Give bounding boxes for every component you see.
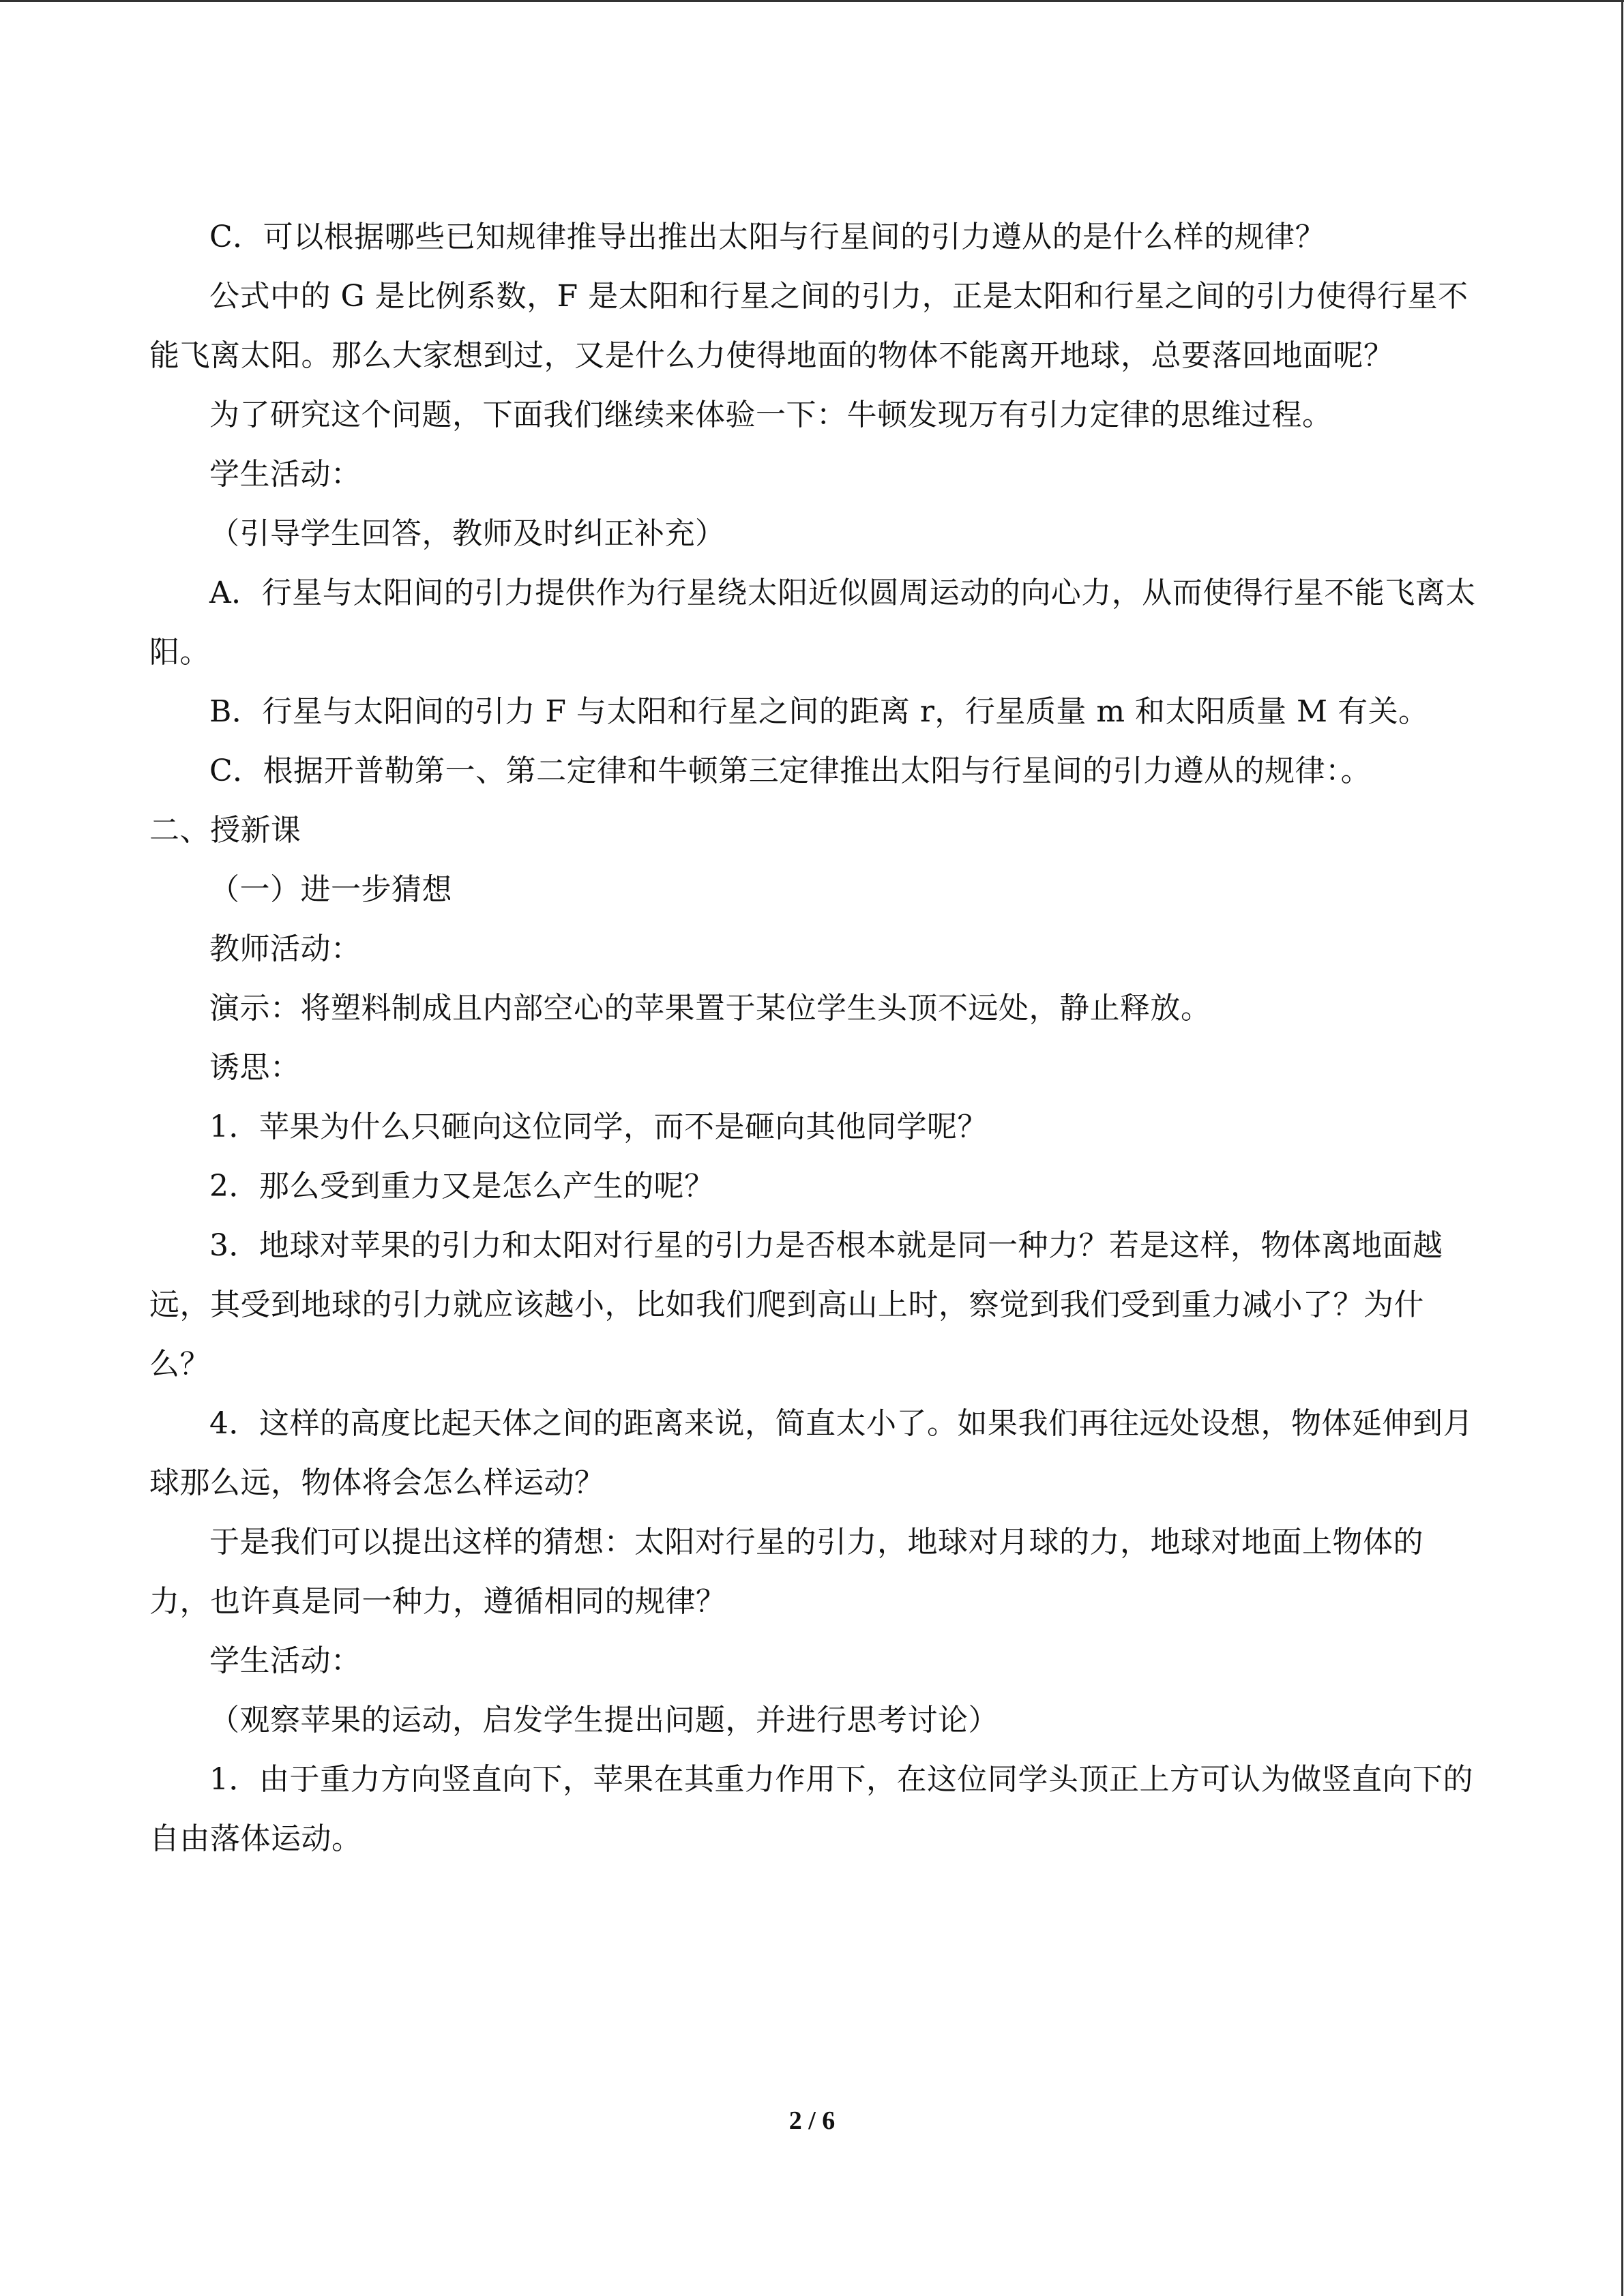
paragraph-question-2: 2．那么受到重力又是怎么产生的呢？	[209, 1169, 715, 1204]
paragraph-question-3: 3．地球对苹果的引力和太阳对行星的引力是否根本就是同一种力？若是这样，物体离地面越远，其受到地球的引力就应该越小，比如我们爬到高山上时，察觉到我们受到重力减小了？为什么？	[149, 1228, 1443, 1382]
page-top-border	[0, 0, 1624, 2]
document-body	[149, 207, 1476, 1868]
paragraph-teacher-activity-label: 教师活动：	[209, 931, 361, 966]
paragraph-question-1: 1．苹果为什么只砸向这位同学，而不是砸向其他同学呢？	[209, 1109, 988, 1144]
paragraph-answer-a: A．行星与太阳间的引力提供作为行星绕太阳近似圆周运动的向心力，从而使得行星不能飞离太阳。	[149, 576, 1476, 670]
paragraph-answer-c: C．根据开普勒第一、第二定律和牛顿第三定律推出太阳与行星间的引力遵从的规律：。	[209, 754, 1372, 788]
paragraph-observe-note: （观察苹果的运动，启发学生提出问题，并进行思考讨论）	[209, 1703, 999, 1738]
paragraph-answer-1: 1．由于重力方向竖直向下，苹果在其重力作用下，在这位同学头顶正上方可认为做竖直向下的自由落体运动。	[149, 1762, 1473, 1856]
paragraph-student-activity-label-2: 学生活动：	[209, 1643, 361, 1678]
paragraph-research-intro: 为了研究这个问题，下面我们继续来体验一下：牛顿发现万有引力定律的思维过程。	[209, 398, 1333, 432]
paragraph-formula-explanation: 公式中的 G 是比例系数，F 是太阳和行星之间的引力，正是太阳和行星之间的引力使得行星不能飞离太阳。那么大家想到过，又是什么力使得地面的物体不能离开地球，总要落回地面呢？	[149, 279, 1468, 373]
paragraph-student-activity-label: 学生活动：	[209, 457, 361, 492]
paragraph-question-4: 4．这样的高度比起天体之间的距离来说，简直太小了。如果我们再往远处设想，物体延伸到月球那么远，物体将会怎么样运动？	[149, 1406, 1473, 1500]
subsection-heading-further-conjecture: （一）进一步猜想	[209, 872, 452, 907]
page-number: 2 / 6	[788, 2106, 836, 2135]
page-right-border	[1621, 0, 1623, 2296]
paragraph-conjecture: 于是我们可以提出这样的猜想：太阳对行星的引力，地球对月球的力，地球对地面上物体的力，也许真是同一种力，遵循相同的规律？	[149, 1525, 1423, 1619]
paragraph-inspire-label: 诱思：	[209, 1050, 301, 1085]
paragraph-answer-b: B．行星与太阳间的引力 F 与太阳和行星之间的距离 r，行星质量 m 和太阳质量 M 有关。	[209, 694, 1429, 729]
paragraph-guide-note: （引导学生回答，教师及时纠正补充）	[209, 516, 726, 551]
paragraph-demonstration: 演示：将塑料制成且内部空心的苹果置于某位学生头顶不远处，静止释放。	[209, 991, 1211, 1026]
section-heading-new-lesson: 二、授新课	[149, 813, 301, 848]
paragraph-question-c: C．可以根据哪些已知规律推导出推出太阳与行星间的引力遵从的是什么样的规律？	[209, 220, 1326, 254]
